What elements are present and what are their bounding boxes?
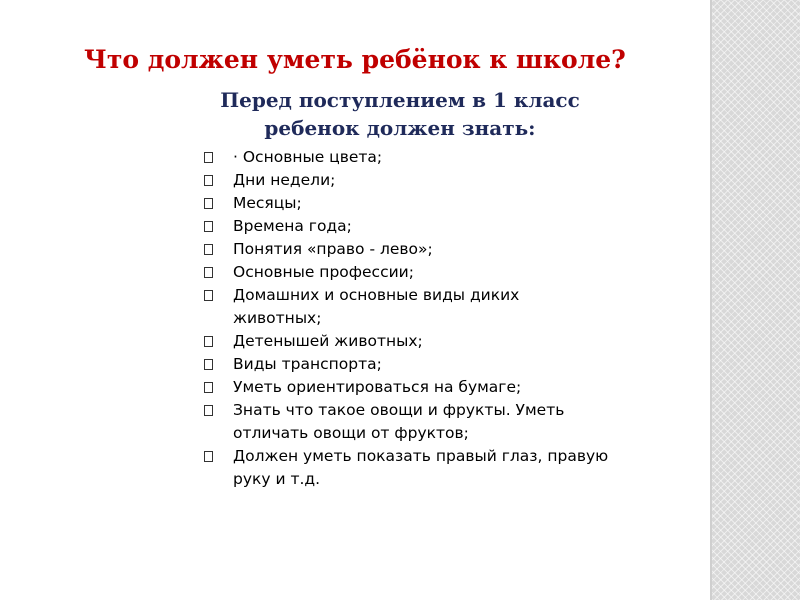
missing-glyph-box-icon (204, 405, 213, 416)
decorative-side-panel (712, 0, 800, 600)
missing-glyph-box-icon (204, 382, 213, 393)
missing-glyph-box-icon (204, 244, 213, 255)
list-item-text: Виды транспорта; (233, 355, 382, 373)
list-item-text: Домашних и основные виды диких животных; (233, 286, 520, 327)
list-item-text: Основные профессии; (233, 263, 414, 281)
subtitle-line-2: ребенок должен знать: (264, 116, 536, 140)
list-item (204, 376, 634, 399)
list-item (204, 445, 618, 491)
list-item-text: Должен уметь показать правый глаз, правую руку и т.д. (233, 447, 609, 488)
list-item-text: Уметь ориентироваться на бумаге; (233, 378, 522, 396)
list-item (204, 192, 634, 215)
missing-glyph-box-icon (204, 336, 213, 347)
missing-glyph-box-icon (204, 152, 213, 163)
list-item (204, 146, 634, 169)
list-item-text: Дни недели; (233, 171, 336, 189)
missing-glyph-box-icon (204, 198, 213, 209)
missing-glyph-box-icon (204, 221, 213, 232)
list-item-text: Детенышей животных; (233, 332, 423, 350)
list-item (204, 215, 634, 238)
list-item (204, 353, 634, 376)
missing-glyph-box-icon (204, 290, 213, 301)
missing-glyph-box-icon (204, 451, 213, 462)
list-item-text: Времена года; (233, 217, 352, 235)
slide-subtitle (200, 86, 600, 142)
list-item-text: Знать что такое овощи и фрукты. Уметь отличать овощи от фруктов; (233, 401, 565, 442)
list-item (204, 399, 603, 445)
subtitle-line-1: Перед поступлением в 1 класс (220, 88, 580, 112)
missing-glyph-box-icon (204, 267, 213, 278)
list-item (204, 169, 634, 192)
slide-title: Что должен уметь ребёнок к школе? (84, 45, 626, 74)
list-item (204, 330, 634, 353)
list-item-text: Месяцы; (233, 194, 302, 212)
list-item (204, 284, 593, 330)
skills-list (204, 146, 634, 491)
list-item (204, 238, 634, 261)
list-item-text: · Основные цвета; (233, 148, 383, 166)
missing-glyph-box-icon (204, 175, 213, 186)
list-item-text: Понятия «право - лево»; (233, 240, 433, 258)
list-item (204, 261, 634, 284)
missing-glyph-box-icon (204, 359, 213, 370)
